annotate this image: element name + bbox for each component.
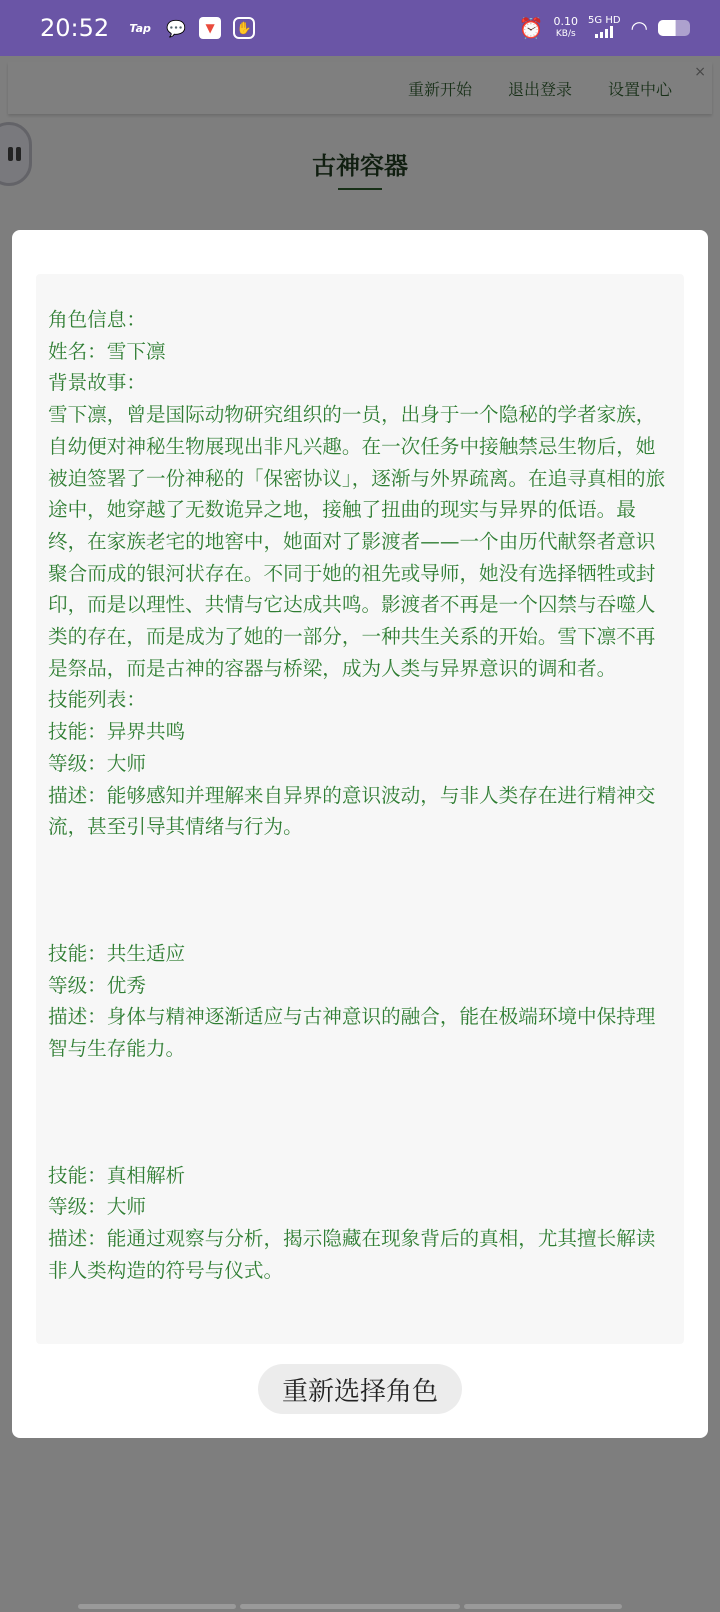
network-indicator [588, 15, 621, 41]
net-speed-value: 0.10 [553, 15, 579, 28]
bottom-indicator [78, 1604, 236, 1609]
signal-icon [595, 26, 613, 38]
network-type: 5G HD [588, 15, 621, 26]
skill-name: 技能：共生适应 [48, 941, 186, 965]
status-time: 20:52 [40, 14, 110, 42]
background-heading: 背景故事： [48, 371, 146, 395]
skill-description: 描述：能够感知并理解来自异界的意识波动，与非人类存在进行精神交流，甚至引导其情绪与行为。 [48, 783, 656, 839]
skill-name: 技能：真相解析 [48, 1163, 186, 1187]
wechat-icon: 💬 [166, 18, 187, 38]
battery-fill [658, 20, 676, 36]
status-bar [0, 0, 720, 56]
map-pin-icon: ▼ [199, 17, 221, 39]
skill-name: 技能：异界共鸣 [48, 720, 186, 744]
skill-description: 描述：身体与精神逐渐适应与古神意识的融合，能在极端环境中保持理智与生存能力。 [48, 1005, 656, 1061]
skill-level: 等级：优秀 [48, 973, 146, 997]
skill-level: 等级：大师 [48, 751, 146, 775]
page-title: 古神容器 [312, 152, 408, 180]
skills-heading: 技能列表： [48, 688, 146, 712]
skill-description: 描述：能通过观察与分析，揭示隐藏在现象背后的真相，尤其擅长解读非人类构造的符号与仪式。 [48, 1227, 656, 1282]
battery-icon [658, 20, 690, 36]
skill-level: 等级：大师 [48, 1195, 146, 1219]
bottom-indicator [240, 1604, 460, 1609]
hand-icon: ✋ [233, 17, 255, 39]
net-speed-unit: KB/s [555, 29, 576, 39]
spacer [48, 843, 672, 938]
character-info-dialog [12, 230, 708, 1438]
restart-link[interactable]: 重新开始 [407, 79, 472, 99]
character-info-content [36, 274, 684, 1344]
spacer [48, 1065, 672, 1160]
section-heading: 角色信息： [48, 308, 146, 331]
reselect-character-button[interactable]: 重新选择角色 [258, 1364, 462, 1414]
bottom-indicator [464, 1604, 622, 1609]
tap-app-icon: Tap [129, 21, 151, 35]
close-icon[interactable]: × [694, 64, 706, 80]
wifi-icon: ◠ [630, 16, 648, 40]
character-name: 姓名：雪下凛 [48, 339, 166, 363]
logout-link[interactable]: 退出登录 [507, 79, 572, 99]
settings-link[interactable]: 设置中心 [607, 79, 672, 99]
background-story: 雪下凛，曾是国际动物研究组织的一员，出身于一个隐秘的学者家族，自幼便对神秘生物展现出非凡兴趣。在一次任务中接触禁忌生物后，她被迫签署了一份神秘的「保密协议」，逐渐与外界疏离。在追寻真相的旅途中，她穿越了无数诡异之地，接触了扭曲的现实与异界的低语。最终，在家族老宅的地窖中，她面对了影渡者——一个由历代献祭者意识聚合而成的银河状存在。不同于她的祖先或导师，她没有选择牺牲或封印，而是以理性、共情与它达成共鸣。影渡者不再是一个囚禁与吞噬人类的存在，而是成为了她的一部分，一种共生关系的开始。雪下凛不再是祭品，而是古神的容器与桥梁，成为人类与异界意识的调和者。 [48, 403, 666, 680]
alarm-icon: ⏰ [518, 16, 544, 40]
net-speed [554, 16, 579, 40]
